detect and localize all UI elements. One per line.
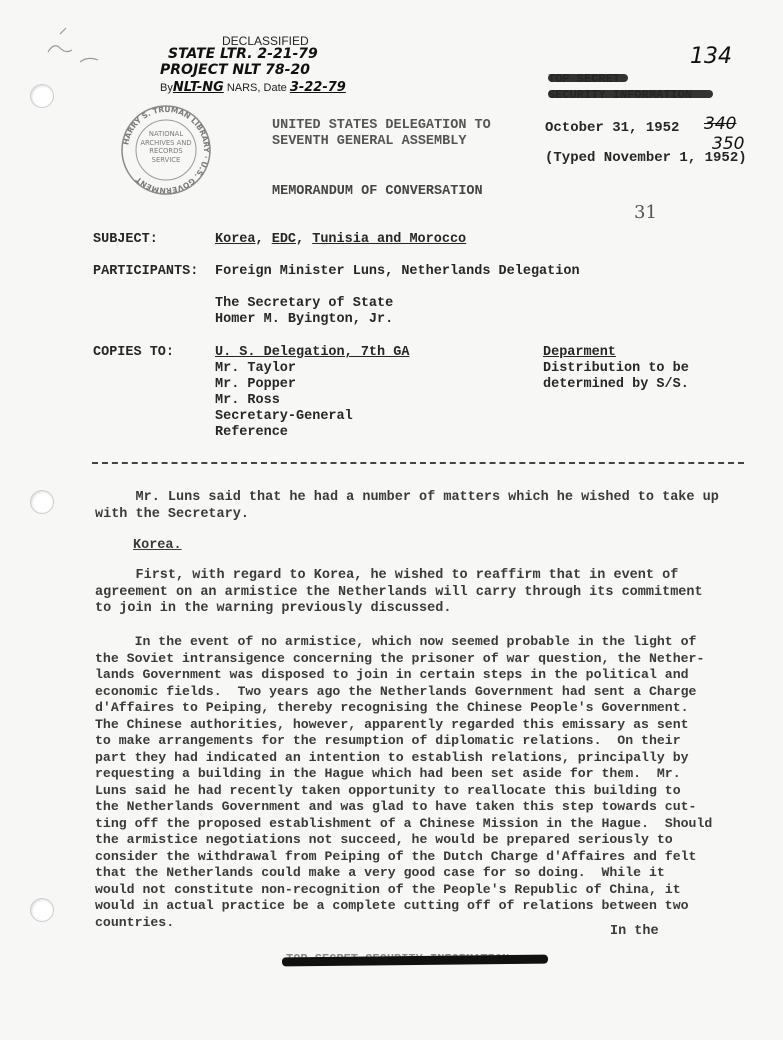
punch-hole-bottom bbox=[30, 898, 54, 922]
bottom-classification-marking bbox=[282, 950, 552, 970]
punch-hole-top bbox=[30, 84, 54, 108]
typed-date: (Typed November 1, 1952) bbox=[545, 150, 747, 166]
copies-left-line-1: Mr. Taylor bbox=[215, 361, 297, 376]
copies-left-line-5: Reference bbox=[215, 425, 288, 440]
separator-line bbox=[92, 462, 744, 464]
subject-value: Korea, EDC, Tunisia and Morocco bbox=[215, 232, 467, 247]
seal-inner-line-4: SERVICE bbox=[151, 155, 181, 164]
copies-left-heading: U. S. Delegation, 7th GA bbox=[215, 345, 410, 360]
subject-edc: EDC bbox=[271, 232, 297, 247]
memo-title: MEMORANDUM OF CONVERSATION bbox=[272, 184, 483, 199]
by-label: By bbox=[160, 82, 173, 94]
seal-outer-text: HARRY S. TRUMAN LIBRARY · U.S. GOVERNMENT bbox=[121, 104, 212, 196]
declassified-label: DECLASSIFIED bbox=[222, 34, 309, 48]
copies-right-line-1: Distribution to be bbox=[543, 361, 689, 376]
seal-inner-line-1: NATIONAL bbox=[148, 130, 184, 138]
seal-inner-line-2: ARCHIVES AND bbox=[140, 138, 192, 147]
continuation-text: In the bbox=[610, 924, 659, 939]
punch-hole-middle bbox=[30, 490, 54, 514]
copies-label: COPIES TO: bbox=[93, 345, 175, 360]
participant-2: The Secretary of State bbox=[215, 296, 394, 311]
org-line-2: SEVENTH GENERAL ASSEMBLY bbox=[272, 134, 467, 149]
org-line-1: UNITED STATES DELEGATION TO bbox=[272, 118, 491, 133]
document-date: October 31, 1952 bbox=[545, 120, 680, 136]
archives-seal bbox=[118, 102, 214, 198]
participant-1: Foreign Minister Luns, Netherlands Delegation bbox=[215, 264, 580, 279]
copies-left-line-2: Mr. Popper bbox=[215, 377, 297, 392]
participant-3: Homer M. Byington, Jr. bbox=[215, 312, 394, 327]
paragraph-intro: Mr. Luns said that he had a number of matters which he wished to take up with the Secretary. bbox=[95, 490, 719, 522]
by-value-handwritten: NLT-NG bbox=[172, 80, 224, 95]
struck-number-handwritten: 340 bbox=[704, 114, 737, 134]
section-heading-korea: Korea. bbox=[133, 538, 182, 553]
paragraph-korea-armistice: First, with regard to Korea, he wished to reaffirm that in event of agreement on an armistice the Netherlands will carry through its commitment to join in the warning previously discussed. bbox=[95, 568, 703, 616]
top-classification-marking bbox=[548, 72, 718, 108]
document-number: 31 bbox=[634, 202, 657, 223]
redaction-bar-1 bbox=[548, 74, 628, 82]
seal-inner-line-3: RECORDS bbox=[149, 147, 183, 155]
state-letter-handwritten: STATE LTR. 2-21-79 bbox=[168, 46, 318, 62]
page-number-handwritten: 134 bbox=[690, 44, 732, 69]
subject-label: SUBJECT: bbox=[93, 232, 158, 247]
subject-korea: Korea bbox=[215, 232, 256, 247]
replacement-number-handwritten: 350 bbox=[712, 134, 745, 154]
copies-right-heading: Deparment bbox=[543, 345, 616, 360]
participants-label: PARTICIPANTS: bbox=[93, 264, 199, 279]
copies-left-line-4: Secretary-General bbox=[215, 409, 353, 424]
copies-right-line-2: determined by S/S. bbox=[543, 377, 689, 392]
corner-scribble bbox=[40, 22, 110, 72]
declassification-stamp bbox=[160, 34, 380, 106]
project-handwritten: PROJECT NLT 78-20 bbox=[160, 62, 310, 78]
paragraph-no-armistice: In the event of no armistice, which now seemed probable in the light of the Soviet intransigence concerning the prisoner of war question, the Nether- lands Government was disposed to join in certain steps in the political and economic fields. Two years ago the Netherlands Government had sent a Charge d'Affaires to Peiping, thereby recognising the Chinese People's Government. The Chinese authorities, however, apparently regarded this emissary as sent to make arrangements for the resumption of diplomatic relations. On their part they had indicated an intention to establish relations, principally by requesting a building in the Hague which had been set aside for them. Mr. Luns said he had recently taken opportunity to reallocate this building to the Netherlands Government and was glad to have taken this step towards cut- ting off the proposed establishment of a Chinese Mission in the Hague. Should the armistice negotiations not succeed, he would be prepared seriously to consider the withdrawal from Peiping of the Dutch Charge d'Affaires and felt that the Netherlands could make a very good case for so doing. While it would not constitute non-recognition of the People's Republic of China, it would in actual practice be a complete cutting off of relations between two countries. bbox=[95, 634, 713, 930]
date-handwritten: 3-22-79 bbox=[289, 80, 346, 95]
nars-date-label: NARS, Date bbox=[226, 82, 287, 94]
subject-tunisia-morocco: Tunisia and Morocco bbox=[312, 232, 467, 247]
redaction-bar-2 bbox=[548, 90, 713, 98]
copies-left-line-3: Mr. Ross bbox=[215, 393, 280, 408]
